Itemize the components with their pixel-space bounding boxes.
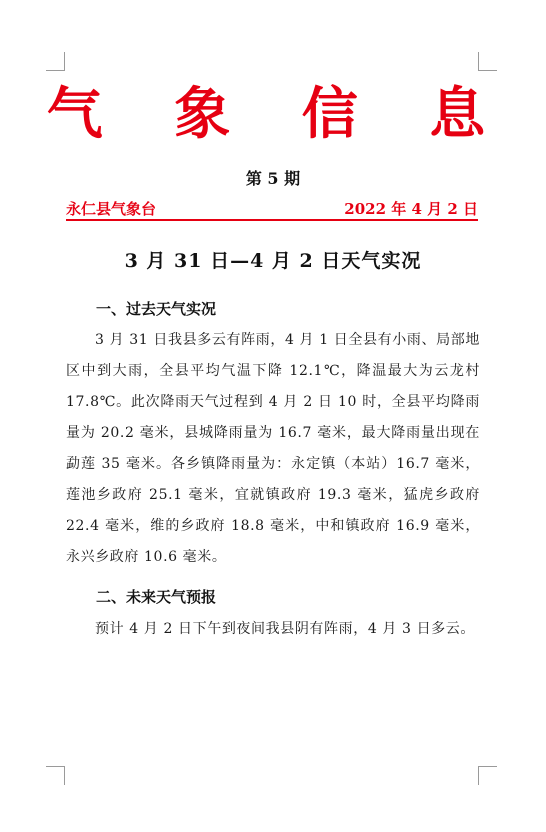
crop-mark-bottom-right <box>478 766 497 785</box>
org-name: 永仁县气象台 <box>66 200 157 218</box>
section-body-past-weather: 3 月 31 日我县多云有阵雨，4 月 1 日全县有小雨、局部地区中到大雨，全县平均气温下降 12.1℃，降温最大为云龙村 17.8℃。此次降雨天气过程到 4 月 2 日 10 时，全县平均降雨量为 20.2 毫米，县城降雨量为 16.7 毫米，最大降雨量出现在勐莲 35 毫米。各乡镇降雨量为：永定镇（本站）16.7 毫米，莲池乡政府 25.1 毫米，宜就镇政府 19.3 毫米，猛虎乡政府 22.4 毫米，维的乡政府 18.8 毫米，中和镇政府 16.9 毫米，永兴乡政府 10.6 毫米。 <box>66 332 480 565</box>
article-headline: 3 月 31 日—4 月 2 日天气实况 <box>124 250 422 272</box>
issue-number: 第 5 期 <box>245 169 301 188</box>
org-date-line <box>66 199 478 219</box>
crop-mark-top-right <box>478 52 497 71</box>
masthead-title: 气 象 信 息 <box>46 81 512 147</box>
section-heading-forecast: 二、未来天气预报 <box>96 588 217 606</box>
section-heading-past-weather: 一、过去天气实况 <box>96 300 217 318</box>
red-divider <box>66 219 478 221</box>
crop-mark-bottom-left <box>46 766 65 785</box>
issue-date: 2022 年 4 月 2 日 <box>344 200 478 218</box>
section-body-forecast: 预计 4 月 2 日下午到夜间我县阴有阵雨，4 月 3 日多云。 <box>95 621 475 637</box>
crop-mark-top-left <box>46 52 65 71</box>
